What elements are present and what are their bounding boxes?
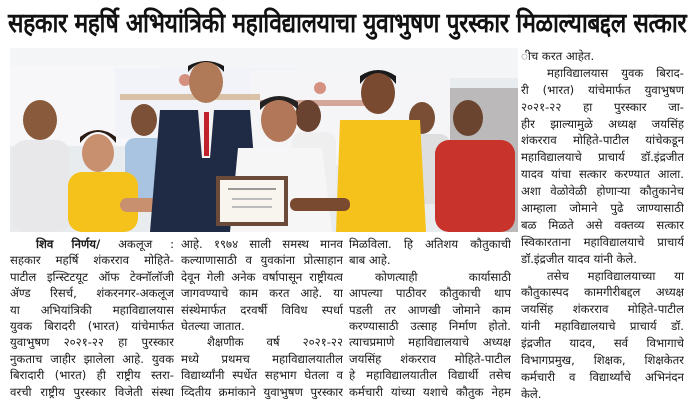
article-text-line: ीच करत आहेत. (521, 49, 595, 63)
article-text-line: जागवण्याचे काम करत आहे. या (181, 286, 343, 301)
article-column-3 (349, 236, 511, 400)
article-text-line: जयसिंह शंकरराव मोहिते-पाटील (521, 302, 684, 317)
article-column-4 (521, 48, 684, 403)
article-text-line: महाविद्यालयाचे प्राचार्य डॉ.इंद्रजीत (521, 150, 684, 165)
article-text-line: त्याचप्रमाणे महाविद्यालयाचे अध्यक्ष (349, 335, 511, 350)
article-text-line: यादव यांचा सत्कार करण्यात आला. (521, 167, 684, 182)
article-text-line: कोणत्याही कार्यासाठी (375, 269, 511, 284)
article-text-line: शैक्षणीक वर्ष २०२१-२२ (207, 335, 343, 350)
article-text-line: जयसिंह शंकरराव मोहिते-पाटील (349, 351, 511, 366)
article-text-line: २०२१-२२ हा पुरस्कार जा- (521, 99, 684, 114)
article-text-line: घेतल्या जातात. (181, 318, 245, 333)
article-text-line: आम्हाला जोमाने पुढे जाण्यासाठी (521, 201, 684, 216)
article-text-line: बाब आहे. (349, 253, 391, 268)
news-photo-award-ceremony (10, 48, 518, 232)
article-text-line: या अभियांत्रिकी महाविद्यालयास (10, 302, 174, 317)
article-text-line: डॉ.इंद्रजीत यादव यांनी केले. (521, 251, 637, 266)
dateline-place: अकलूज : (118, 237, 174, 251)
article-text-line: मध्ये प्रथमच महाविद्यालयातील (181, 351, 343, 366)
article-text-line: आपल्या पाठीवर कौतुकाची थाप (349, 286, 511, 301)
article-text-line: तसेच महाविद्यालयाच्या या (547, 268, 684, 283)
certificate-frame (216, 176, 288, 226)
article-text-line: केले. (521, 386, 542, 401)
article-text-line: स्विकारताना महाविद्यालयाचे प्राचार्य (521, 234, 684, 249)
article-text-line: युवक बिरादरी (भारत) यांचेमार्फत (10, 318, 174, 333)
headline: सहकार महर्षि अभियांत्रिकी महाविद्यालयाचा युवाभुषण पुरस्कार मिळाल्याबद्दल सत्कार (8, 8, 687, 39)
article-text-line: सहकार महर्षि शंकरराव मोहिते- (10, 253, 174, 268)
article-text-line: नुकताच जाहीर झालेला आहे. युवक (10, 351, 174, 366)
dateline (10, 236, 174, 252)
article-text-line: महाविद्यालयास युवक बिराद- (547, 65, 684, 80)
article-text-line: बळ मिळते असे वक्तव्य सत्कार (521, 217, 684, 232)
article-text-line: पाटील इन्स्टिटयूट ऑफ टेक्नॉलॉजी (10, 269, 174, 284)
article-text-line: हीर झाल्यामुळे अध्यक्ष जयसिंह (521, 116, 684, 131)
article-text-line: शंकरराव मोहिते-पाटील यांचेकडून (521, 133, 684, 148)
article-text-line: अशा वेळोवेळी होणाऱ्या कौतुकानेच (521, 184, 684, 199)
article-column-1 (10, 236, 174, 400)
article-text-line: विभागप्रमुख, शिक्षक, शिक्षकेतर (521, 353, 684, 368)
article-text-line: कर्मचारी यांच्या यशाचे कौतुक नेहम (349, 384, 511, 399)
article-text-line: वरची राष्ट्रीय पुरस्कार विजेती संस्था (10, 384, 174, 399)
article-text-line: कर्मचारी व विद्यार्थ्यांचे अभिनंदन (521, 369, 684, 384)
article-text-line: इंद्रजीत यादव, सर्व विभागाचे (521, 336, 684, 351)
article-text-line: कल्याणासाठी व युवकांना प्रोत्साहान (181, 253, 343, 268)
article-text-line: करण्यासाठी उत्साह निर्माण होतो. (349, 318, 511, 333)
article-text-line: यांनी महाविद्यालयाचे प्राचार्य डॉ. (521, 319, 684, 334)
article-text-line: देवून गेली अनेक वर्षापासून राष्ट्रीयत्व (181, 269, 343, 284)
article-text-line: व्दितीय क्रमांकाने युवाभुषण पुरस्कार (181, 384, 343, 399)
article-text-line: हे महाविद्यालयातील विद्यार्थी तसेच (349, 368, 511, 383)
article-text-line: री (भारत) यांचेमार्फत युवाभुषण (521, 82, 684, 97)
article-text-line: आहे. १९७४ साली समस्थ मानव (181, 237, 343, 251)
dateline-source: शिव निर्णय/ (36, 237, 101, 251)
article-text-line: संस्थेमार्फत दरवर्षी विविध स्पर्धा (181, 302, 343, 317)
article-text-line: पडली तर आणखी जोमाने काम (349, 302, 511, 317)
article-column-2 (181, 236, 343, 400)
article-text-line: कौतुकास्पद कामगीरीबद्दल अध्यक्ष (521, 285, 684, 300)
photo-illustration (10, 48, 518, 232)
article-text-line: मिळविला. हि अतिशय कौतुकाची (349, 237, 511, 251)
article-text-line: विद्यार्थ्यांनी स्पर्धेत सहभाग घेतला व (181, 368, 343, 383)
article-text-line: युवाभुषण २०२१-२२ हा पुरस्कार (10, 335, 174, 350)
article-text-line: बिरादारी (भारत) ही राष्ट्रीय स्तरा- (10, 368, 174, 383)
article-text-line: ॲण्ड रिसर्च, शंकरनगर-अकलूज (10, 286, 174, 301)
